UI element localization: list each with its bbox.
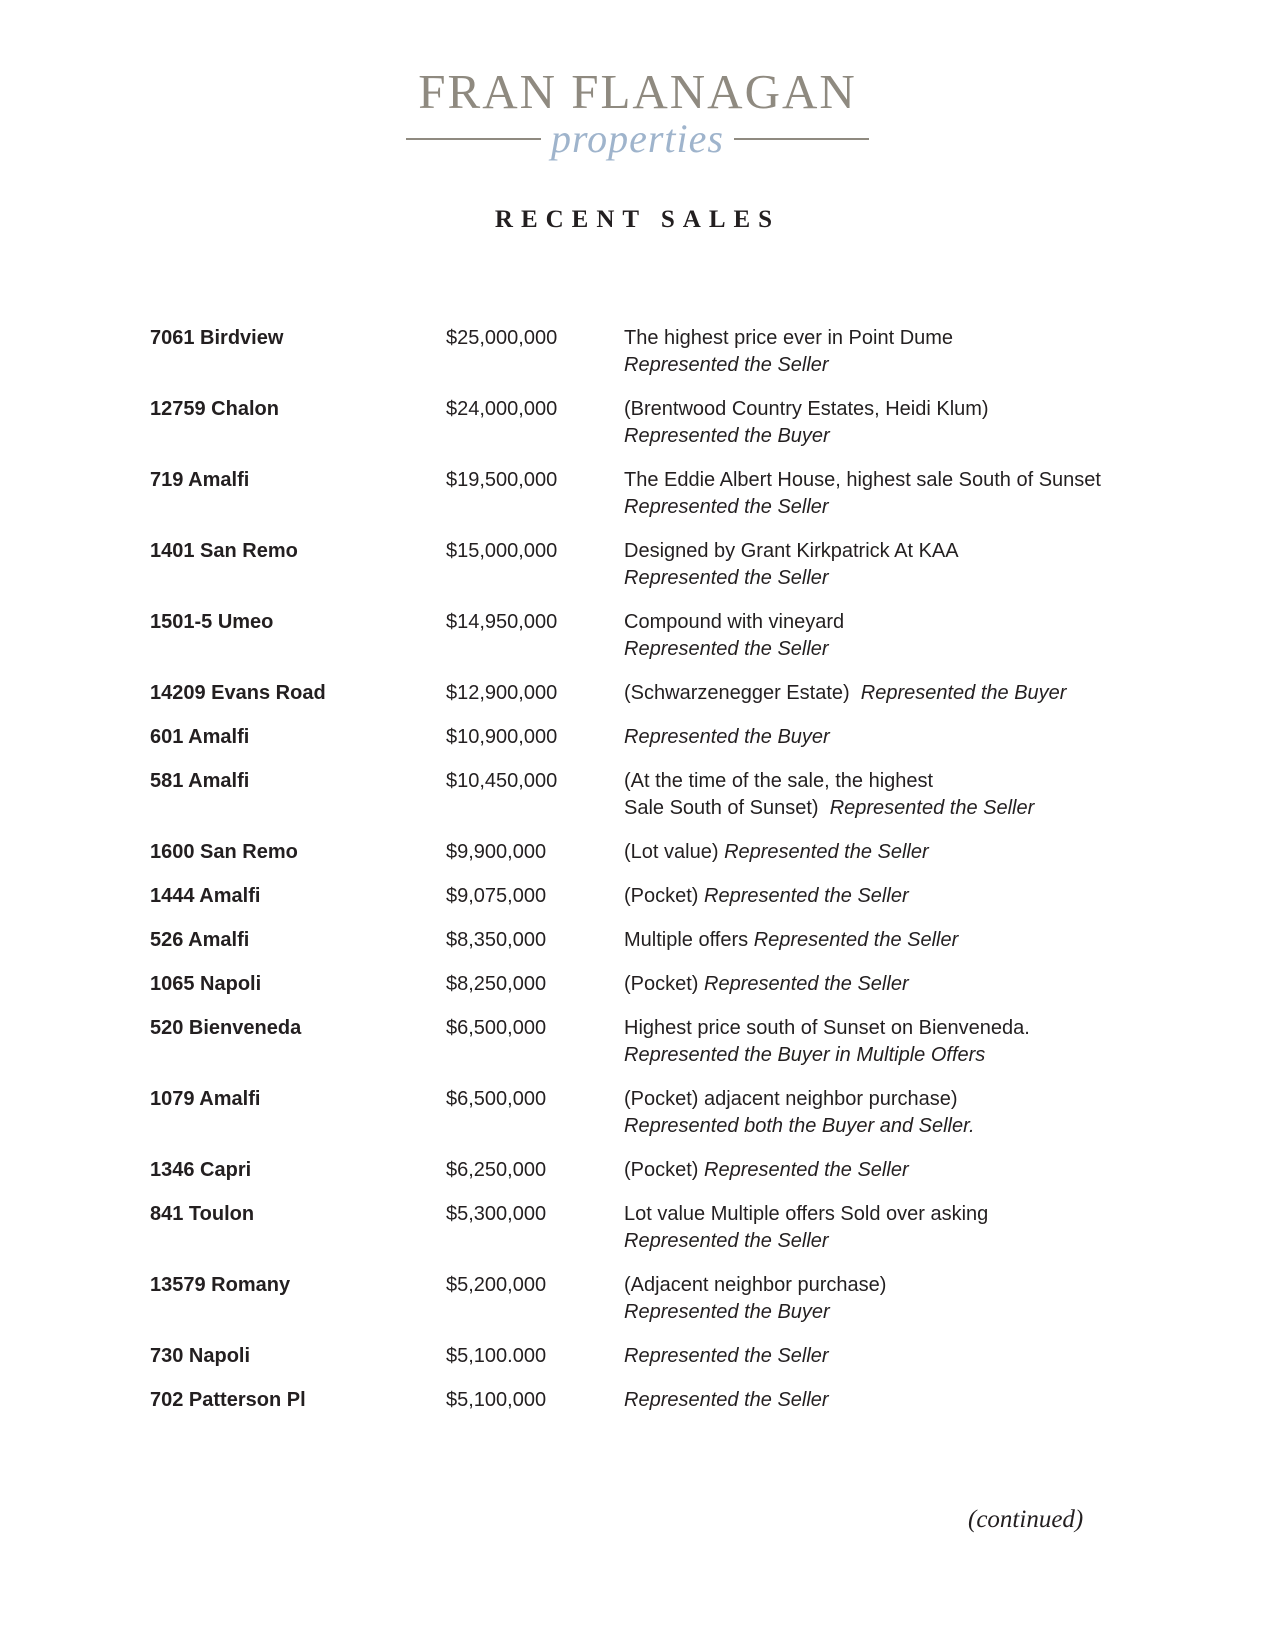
sale-description	[624, 927, 1150, 954]
sale-note: Designed by Grant Kirkpatrick At KAA	[624, 540, 959, 562]
sale-description	[624, 724, 1150, 751]
sale-description	[624, 538, 1150, 592]
sale-address: 13579 Romany	[150, 1274, 291, 1296]
sale-description	[624, 1272, 1150, 1326]
sale-description	[624, 768, 1150, 822]
sale-note: Compound with vineyard	[624, 611, 845, 633]
sale-representation: Represented the Seller	[704, 885, 909, 907]
sale-note: Lot value Multiple offers Sold over asking	[624, 1203, 989, 1225]
continued-note: (continued)	[968, 1506, 1084, 1533]
sale-row	[150, 1387, 1150, 1414]
sale-price: $8,350,000	[446, 929, 547, 951]
sale-row	[150, 768, 1150, 822]
sale-row	[150, 1157, 1150, 1184]
sale-description	[624, 1157, 1150, 1184]
sale-price: $5,100,000	[446, 1389, 547, 1411]
sale-address: 12759 Chalon	[150, 398, 279, 420]
sale-address: 526 Amalfi	[150, 929, 250, 951]
sale-note: The highest price ever in Point Dume	[624, 327, 954, 349]
page-title: RECENT SALES	[494, 206, 781, 233]
sale-address: 1444 Amalfi	[150, 885, 261, 907]
sale-note: (Pocket)	[624, 1159, 705, 1181]
sale-note: (Pocket)	[624, 973, 705, 995]
sale-row	[150, 396, 1150, 450]
sale-description	[624, 467, 1150, 521]
sale-row	[150, 883, 1150, 910]
sale-row	[150, 839, 1150, 866]
sale-representation: Represented the Seller	[624, 1389, 829, 1411]
sale-address: 7061 Birdview	[150, 327, 284, 349]
sale-description	[624, 609, 1150, 663]
sale-note: Highest price south of Sunset on Bienveneda.	[624, 1017, 1030, 1039]
sale-representation: Represented the Seller	[704, 973, 909, 995]
sale-representation: Represented the Seller	[624, 354, 829, 376]
sale-row	[150, 971, 1150, 998]
sale-representation: Represented the Seller	[704, 1159, 909, 1181]
sale-row	[150, 1343, 1150, 1370]
sale-address: 14209 Evans Road	[150, 682, 326, 704]
sale-row	[150, 1086, 1150, 1140]
sale-representation: Represented the Seller	[829, 797, 1035, 819]
sale-note: Multiple offers	[624, 929, 754, 951]
sale-price: $5,100.000	[446, 1345, 547, 1367]
sale-address: 601 Amalfi	[150, 726, 250, 748]
sale-representation: Represented the Seller	[624, 638, 829, 660]
sale-address: 719 Amalfi	[150, 469, 250, 491]
sale-address: 1401 San Remo	[150, 540, 298, 562]
sale-price: $6,500,000	[446, 1017, 547, 1039]
sale-description	[624, 971, 1150, 998]
sale-note: (Adjacent neighbor purchase)	[624, 1274, 887, 1296]
sale-price: $8,250,000	[446, 973, 547, 995]
logo-rule-left	[406, 138, 541, 140]
sale-representation: Represented the Seller	[624, 496, 829, 518]
sale-row	[150, 325, 1150, 379]
sale-price: $5,300,000	[446, 1203, 547, 1225]
sale-representation: Represented the Seller	[724, 841, 929, 863]
sale-address: 1600 San Remo	[150, 841, 298, 863]
sale-representation: Represented the Buyer	[860, 682, 1067, 704]
sale-price: $24,000,000	[446, 398, 558, 420]
sale-row	[150, 680, 1150, 707]
sale-representation: Represented the Seller	[624, 1345, 829, 1367]
sale-price: $5,200,000	[446, 1274, 547, 1296]
sale-description	[624, 680, 1150, 707]
sale-representation: Represented the Buyer	[624, 1301, 830, 1323]
sale-price: $14,950,000	[446, 611, 558, 633]
sale-description	[624, 325, 1150, 379]
sale-representation: Represented the Seller	[624, 1230, 829, 1252]
sale-row	[150, 927, 1150, 954]
sale-description	[624, 1343, 1150, 1370]
logo-name: FRAN FLANAGAN	[418, 64, 857, 119]
sale-price: $15,000,000	[446, 540, 558, 562]
sale-representation: Represented the Buyer	[624, 726, 830, 748]
sale-description	[624, 883, 1150, 910]
sale-description	[624, 839, 1150, 866]
sales-list	[150, 325, 1150, 1414]
sale-representation: Represented the Buyer	[624, 425, 830, 447]
sale-address: 730 Napoli	[150, 1345, 251, 1367]
sale-representation: Represented the Seller	[753, 929, 959, 951]
sale-note: (Pocket) adjacent neighbor purchase)	[624, 1088, 958, 1110]
logo-subtitle: properties	[551, 116, 724, 161]
sale-row	[150, 609, 1150, 663]
logo-rule-right	[734, 138, 869, 140]
sale-price: $6,250,000	[446, 1159, 547, 1181]
sale-price: $10,450,000	[446, 770, 558, 792]
sale-address: 702 Patterson Pl	[150, 1389, 306, 1411]
sale-price: $9,075,000	[446, 885, 547, 907]
sale-address: 1501-5 Umeo	[150, 611, 274, 633]
sale-description	[624, 1387, 1150, 1414]
sale-address: 1065 Napoli	[150, 973, 262, 995]
sale-description	[624, 1015, 1150, 1069]
sale-note: (Pocket)	[624, 885, 705, 907]
sale-note: (Lot value)	[624, 841, 725, 863]
sale-note: (Schwarzenegger Estate)	[624, 682, 861, 704]
logo	[0, 62, 1275, 162]
sale-address: 1079 Amalfi	[150, 1088, 261, 1110]
sale-price: $10,900,000	[446, 726, 558, 748]
sale-description	[624, 396, 1150, 450]
sale-price: $19,500,000	[446, 469, 558, 491]
sale-row	[150, 1201, 1150, 1255]
sale-row	[150, 538, 1150, 592]
sale-row	[150, 467, 1150, 521]
sale-note: The Eddie Albert House, highest sale South of Sunset	[624, 469, 1101, 491]
sale-note: (Brentwood Country Estates, Heidi Klum)	[624, 398, 989, 420]
sale-description	[624, 1086, 1150, 1140]
sale-note-cont: Sale South of Sunset)	[624, 797, 830, 819]
sale-price: $6,500,000	[446, 1088, 547, 1110]
sale-address: 520 Bienveneda	[150, 1017, 302, 1039]
sale-address: 1346 Capri	[150, 1159, 252, 1181]
sale-description	[624, 1201, 1150, 1255]
sale-row	[150, 1015, 1150, 1069]
sale-row	[150, 724, 1150, 751]
sale-address: 841 Toulon	[150, 1203, 255, 1225]
sale-price: $9,900,000	[446, 841, 547, 863]
sale-note: (At the time of the sale, the highest	[624, 770, 934, 792]
sale-price: $25,000,000	[446, 327, 558, 349]
sale-row	[150, 1272, 1150, 1326]
sale-representation: Represented both the Buyer and Seller.	[624, 1115, 975, 1137]
sale-representation: Represented the Seller	[624, 567, 829, 589]
sale-price: $12,900,000	[446, 682, 558, 704]
sale-representation: Represented the Buyer in Multiple Offers	[624, 1044, 986, 1066]
logo-sub-row	[0, 116, 1275, 162]
sale-address: 581 Amalfi	[150, 770, 250, 792]
